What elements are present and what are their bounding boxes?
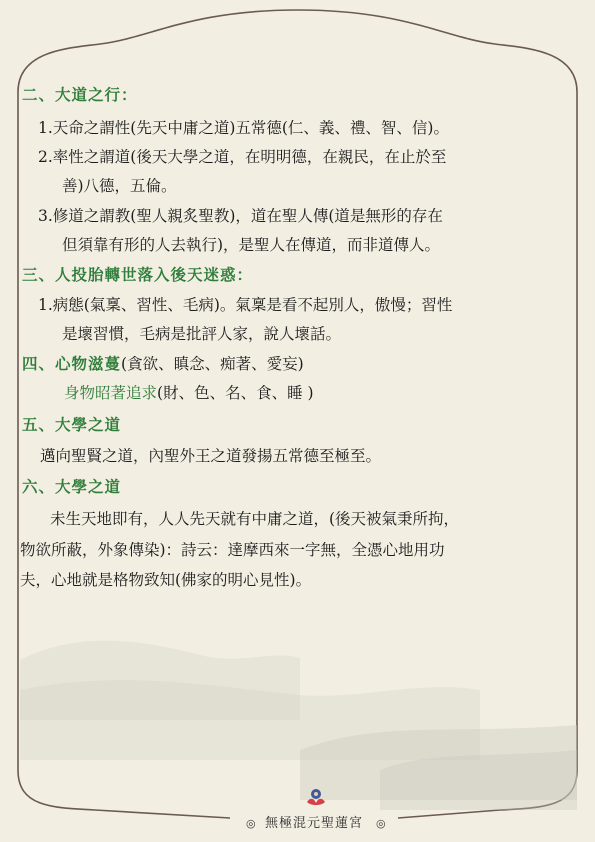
list-item: 2.率性之謂道(後天大學之道，在明明德，在親民，在止於至 [38, 148, 447, 166]
list-item: 1.病態(氣稟、習性、毛病)。氣稟是看不起別人，傲慢；習性 [38, 296, 453, 314]
list-item-continuation: 善)八德，五倫。 [62, 177, 177, 195]
section-heading-4-row [22, 353, 304, 375]
section-6-body-line: 物欲所蔽，外象傳染)：詩云：達摩西來一字無，全憑心地用功 [20, 541, 445, 559]
section-heading-3: 三、人投胎轉世落入後天迷惑： [22, 265, 254, 284]
section-heading-2: 二、大道之行： [22, 85, 138, 104]
section-4-subline-paren: (財、色、名、食、睡 ) [157, 384, 314, 402]
list-item-continuation: 是壞習慣，毛病是批評人家，說人壞話。 [62, 325, 342, 343]
footer-organization-name: 無極混元聖蓮宮 [264, 816, 363, 831]
list-item-continuation: 但須靠有形的人去執行)，是聖人在傳道，而非道傳人。 [62, 236, 441, 254]
section-heading-4: 四、心物滋蔓 [22, 354, 122, 373]
section-heading-5: 五、大學之道 [22, 415, 122, 434]
section-4-subline [64, 382, 314, 404]
footer-ornament-right: ◎ [376, 817, 386, 830]
lotus-logo-icon [305, 786, 327, 808]
section-6-body-line: 夫，心地就是格物致知(佛家的明心見性)。 [20, 571, 312, 589]
list-item: 1.天命之謂性(先天中庸之道)五常德(仁、義、禮、智、信)。 [38, 119, 449, 137]
footer-ornament-left: ◎ [246, 817, 256, 830]
mountain-ink-background [0, 600, 595, 842]
section-4-subline-green: 身物昭著追求 [64, 384, 158, 402]
section-heading-6: 六、大學之道 [22, 477, 122, 496]
section-heading-4-paren: (貪欲、瞋念、痴著、愛妄) [121, 355, 304, 373]
section-5-body: 邁向聖賢之道，內聖外王之道發揚五常德至極至。 [40, 447, 382, 465]
section-6-body-line: 未生天地即有，人人先天就有中庸之道，(後天被氣秉所拘， [50, 510, 460, 528]
list-item: 3.修道之謂教(聖人親炙聖教)，道在聖人傳(道是無形的存在 [38, 207, 443, 225]
